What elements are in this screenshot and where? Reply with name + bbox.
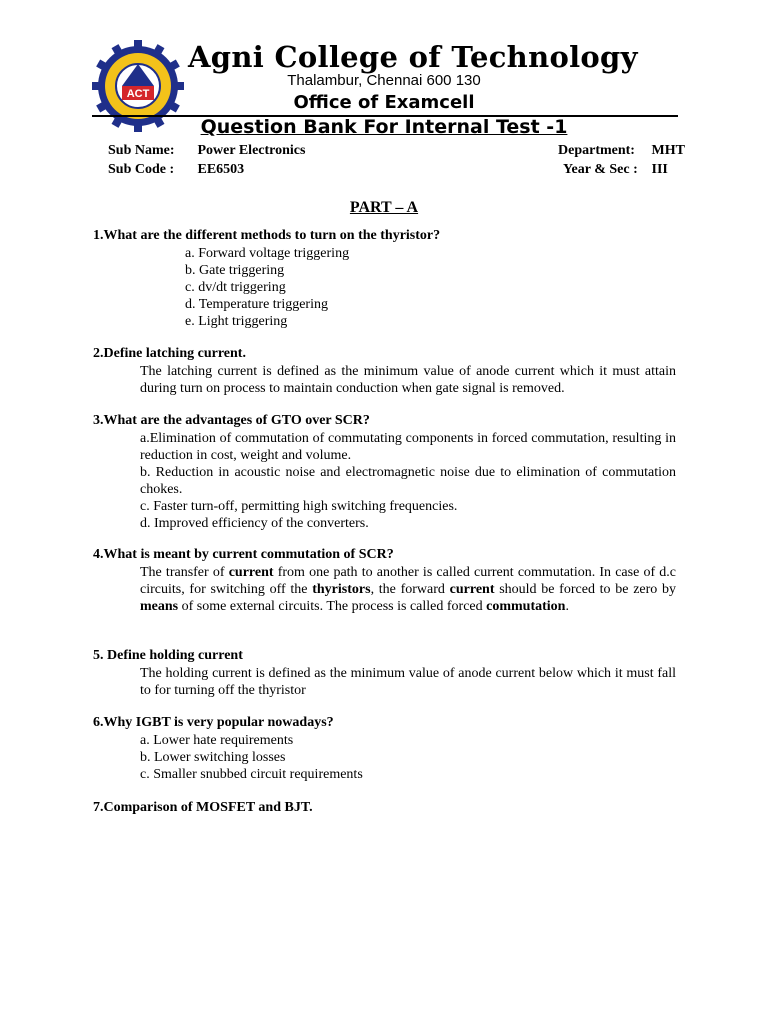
list-item: b. Reduction in acoustic noise and electromagnetic noise due to elimination of commutation chokes. <box>140 465 676 497</box>
question-4-answer <box>140 564 676 615</box>
college-address: Thalambur, Chennai 600 130 <box>287 72 481 89</box>
list-item: a. Lower hate requirements <box>140 733 294 748</box>
department-value: MHT <box>651 143 685 158</box>
question-1: 1.What are the different methods to turn on the thyristor? <box>93 228 441 243</box>
answer-text: , the forward <box>370 582 450 597</box>
question-4 <box>93 547 394 563</box>
answer-keyword: means <box>140 599 179 614</box>
answer-text: from one path to another is called current commutation. In case of d.c circuits, for switching off the <box>140 565 676 597</box>
year-sec-row <box>563 162 668 178</box>
question-2: 2.Define latching current. <box>93 346 246 361</box>
question-4-number: 4 <box>93 547 100 562</box>
list-item: c. Smaller snubbed circuit requirements <box>140 767 363 782</box>
list-item: a.Elimination of commutation of commutating components in forced commutation, resulting in reduction in cost, weight and volume. <box>140 431 676 463</box>
question-6: 6.Why IGBT is very popular nowadays? <box>93 715 334 730</box>
question-5: 5. Define holding current <box>93 648 243 663</box>
answer-keyword: current <box>228 565 274 580</box>
sub-code-value: EE6503 <box>197 162 245 177</box>
answer-keyword: commutation <box>486 599 566 614</box>
year-sec-value: III <box>651 162 668 177</box>
question-3: 3.What are the advantages of GTO over SCR? <box>93 413 370 428</box>
answer-keyword: current <box>449 582 495 597</box>
office-title: Office of Examcell <box>293 92 475 113</box>
department-row <box>558 143 685 159</box>
question-7: 7.Comparison of MOSFET and BJT. <box>93 800 313 815</box>
list-item: e. Light triggering <box>185 314 288 329</box>
sub-code-row <box>108 162 244 178</box>
logo-text: ACT <box>126 88 150 100</box>
page-title: Question Bank For Internal Test -1 <box>200 116 568 138</box>
question-3-points <box>140 430 676 532</box>
year-sec-label: Year & Sec : <box>563 162 638 177</box>
answer-text: . <box>565 599 569 614</box>
list-item: c. Faster turn-off, permitting high switching frequencies. <box>140 499 458 514</box>
list-item: a. Forward voltage triggering <box>185 246 350 261</box>
list-item: b. Gate triggering <box>185 263 285 278</box>
list-item: c. dv/dt triggering <box>185 280 286 295</box>
sub-name-label: Sub Name: <box>108 143 175 158</box>
department-label: Department: <box>558 143 635 158</box>
question-4-text: .What is meant by current commutation of SCR? <box>100 547 394 562</box>
answer-keyword: thyristors <box>312 582 371 597</box>
sub-name-row <box>108 143 305 159</box>
list-item: d. Temperature triggering <box>185 297 328 312</box>
question-6-options <box>140 732 363 783</box>
list-item: b. Lower switching losses <box>140 750 286 765</box>
answer-text: of some external circuits. The process is called forced <box>178 599 487 614</box>
sub-name-value: Power Electronics <box>197 143 306 158</box>
college-name: Agni College of Technology <box>188 40 638 74</box>
question-5-answer: The holding current is defined as the minimum value of anode current below which it must fall to for turning off the thyristor <box>140 666 676 698</box>
part-heading: PART – A <box>349 199 419 216</box>
question-2-answer: The latching current is defined as the minimum value of anode current which it must attain during turn on process to maintain conduction when gate signal is removed. <box>140 364 676 396</box>
list-item: d. Improved efficiency of the converters. <box>140 516 369 531</box>
answer-text: should be forced to be zero by <box>494 582 676 597</box>
question-1-options <box>185 245 349 330</box>
sub-code-label: Sub Code : <box>108 162 175 177</box>
answer-text: The transfer of <box>140 565 229 580</box>
